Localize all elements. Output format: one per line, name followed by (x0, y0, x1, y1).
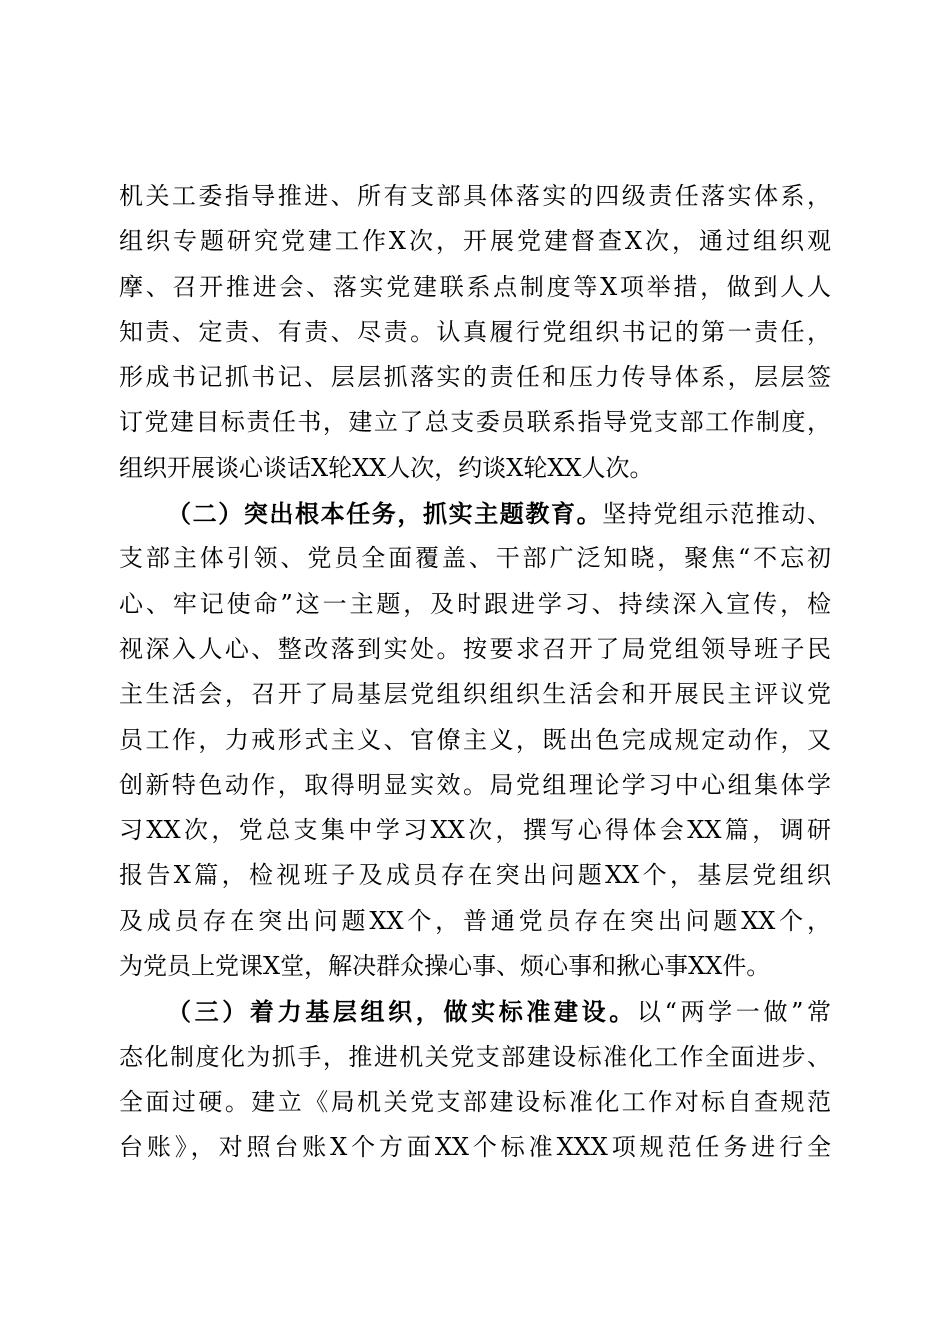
paragraph-2 (119, 491, 831, 989)
paragraph-first-line (119, 989, 831, 1034)
text-line: 机关工委指导推进、所有支部具体落实的四级责任落实体系， (119, 182, 831, 210)
text-line: 知责、定责、有责、尽责。认真履行党组织书记的第一责任， (119, 317, 831, 346)
text-line: 摩、召开推进会、落实党建联系点制度等X项举措，做到人人 (119, 272, 831, 301)
paragraph-first-line (119, 491, 831, 536)
text-line: 订党建目标责任书，建立了总支委员联系指导党支部工作制度， (119, 408, 831, 437)
text-line: 全面过硬。建立《局机关党支部建设标准化工作对标自查规范 (119, 1087, 831, 1116)
section-heading: （二）突出根本任务，抓实主题教育。 (167, 499, 603, 529)
paragraph-1 (119, 174, 831, 491)
text-line: 员工作，力戒形式主义、官僚主义，既出色完成规定动作，又 (119, 725, 831, 754)
text-line: 创新特色动作，取得明显实效。局党组理论学习中心组集体学 (119, 770, 831, 799)
section-heading: （三）着力基层组织，做实标准建设。 (167, 997, 637, 1027)
text-line: 形成书记抓书记、层层抓落实的责任和压力传导体系，层层签 (119, 363, 831, 392)
document-body (119, 174, 831, 1171)
text-line: 心、牢记使命”这一主题，及时跟进学习、持续深入宣传，检 (119, 589, 831, 618)
text-line: 视深入人心、整改落到实处。按要求召开了局党组领导班子民 (119, 634, 831, 663)
paragraph-3 (119, 989, 831, 1170)
text-line: 报告X篇，检视班子及成员存在突出问题XX个，基层党组织 (119, 861, 831, 890)
text-line: 态化制度化为抓手，推进机关党支部建设标准化工作全面进步、 (119, 1042, 831, 1071)
text-run: 坚持党组示范推动、 (602, 500, 832, 529)
text-line: 及成员存在突出问题XX个，普通党员存在突出问题XX个， (119, 906, 831, 935)
text-line: 组织开展谈心谈话X轮XX人次，约谈X轮XX人次。 (119, 453, 654, 482)
text-line: 为党员上党课X堂，解决群众操心事、烦心事和揪心事XX件。 (119, 952, 771, 981)
text-line: 主生活会，召开了局基层党组织组织生活会和开展民主评议党 (119, 680, 831, 709)
text-line: 习XX次，党总支集中学习XX次，撰写心得体会XX篇，调研 (119, 816, 831, 845)
text-run: 以“两学一做”常 (636, 998, 831, 1027)
text-line: 支部主体引领、党员全面覆盖、干部广泛知晓，聚焦“不忘初 (119, 544, 831, 573)
text-line: 台账》，对照台账X个方面XX个标准XXX项规范任务进行全 (119, 1133, 831, 1162)
text-line: 组织专题研究党建工作X次，开展党建督查X次，通过组织观 (119, 227, 831, 256)
